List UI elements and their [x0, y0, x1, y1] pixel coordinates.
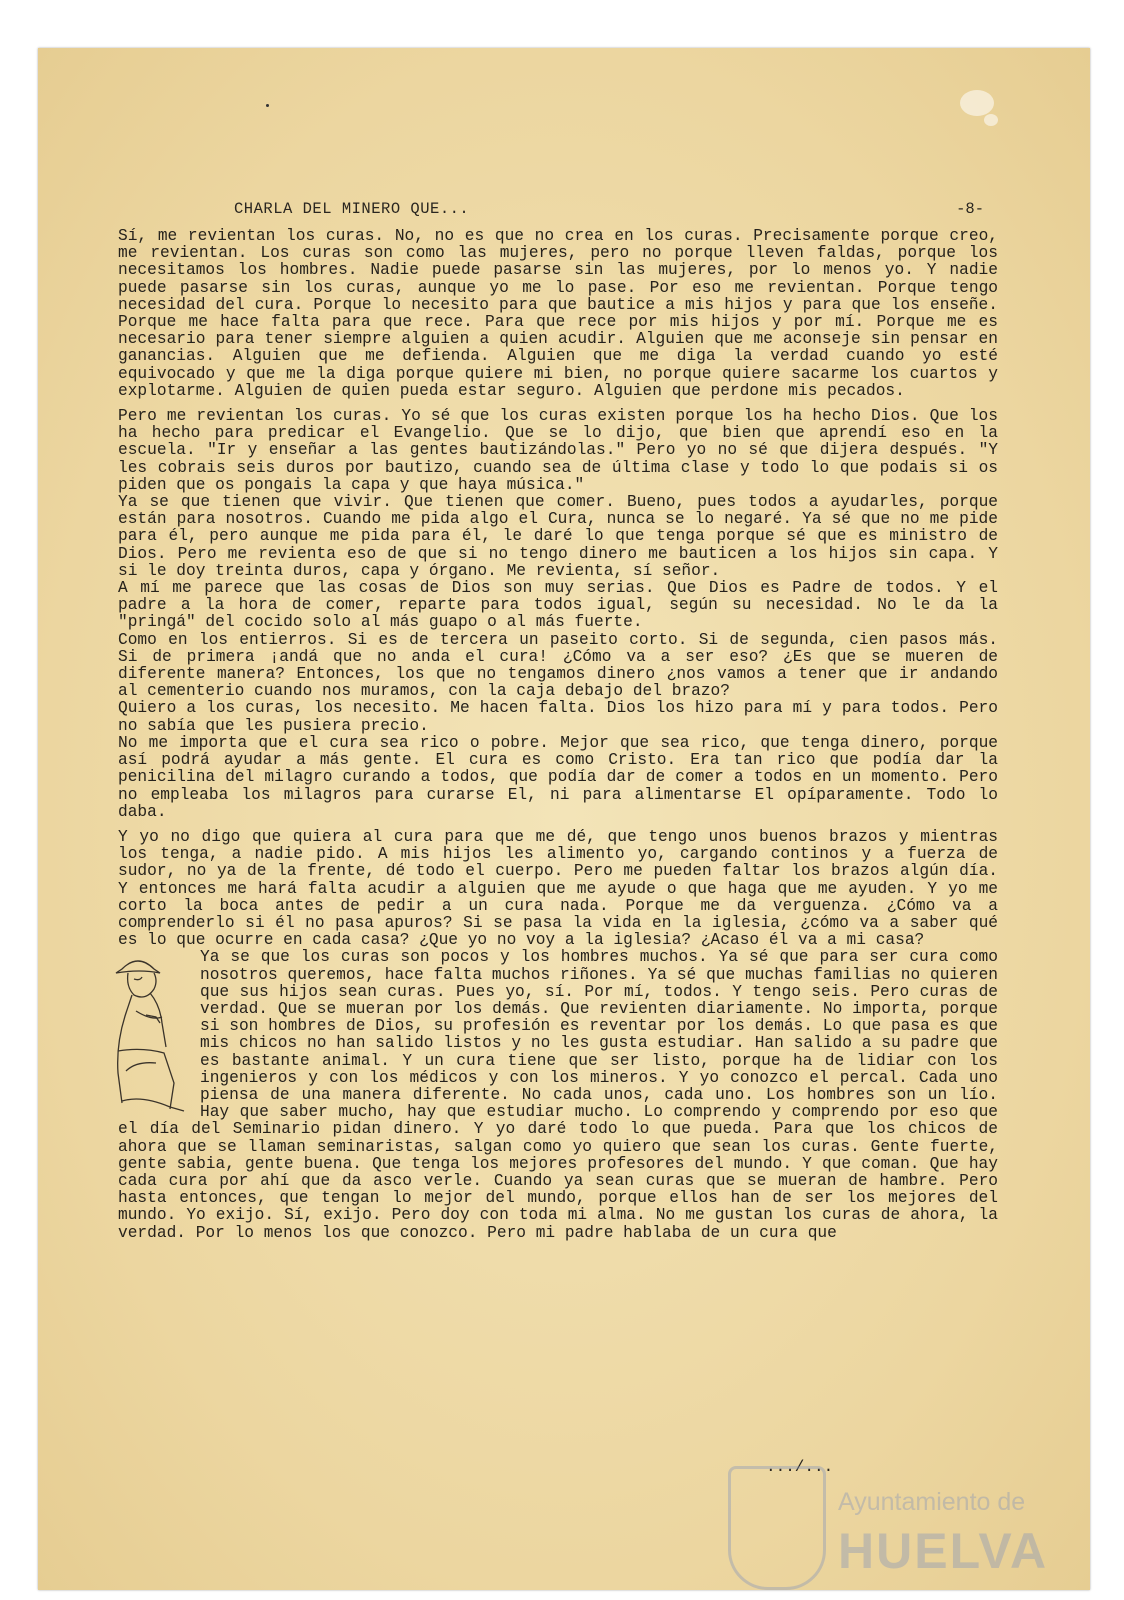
paragraph: Ya se que los curas son pocos y los hombres muchos. Ya sé que para ser cura como nosotros queremos, hace falta muchos riñones. Ya sé que muchas familias no quieren que sus hijos sean curas. Pues yo, sí. Por mí, todos. Y tengo seis. Pero curas de verdad. Que se mueran por los demás. Que revienten diariamente. No importa, porque si son hombres de Dios, su profesión es reventar por los demás. Lo que pasa es que mis chicos no han salido listos y no les gusta estudiar. Han salido a su padre que es bastante animal. Y un cura tiene que ser listo, porque ha de lidiar con los ingenieros y con los médicos y con los mineros. Y yo conozco el percal. Cada uno piensa de una manera diferente. No cada unos, cada uno. Los hombres son un lío. Hay que saber mucho, hay que estudiar mucho. Lo comprendo y comprendo por eso que el día del Seminario pidan dinero. Y yo daré todo lo que pueda. Para que los chicos de ahora que se llaman seminaristas, salgan como yo quiero que sean los curas. Gente fuerte, gente sabia, gente buena. Que tenga los mejores profesores del mundo. Y que coman. Que hay cada cura por ahí que da asco verle. Cuando ya sean curas que se mueran de hambre. Pero hasta entonces, que tengan lo mejor del mundo, porque ellos han de ser los mejores del mundo. Yo exijo. Sí, exijo. Pero doy con toda mi alma. No me gustan los curas de ahora, la verdad. Por lo menos los que conozco. Pero mi padre hablaba de un cura que: [118, 948, 998, 1242]
city-crest-icon: [728, 1466, 826, 1590]
paragraph: No me importa que el cura sea rico o pobre. Mejor que sea rico, que tenga dinero, porque así podrá ayudar a más gente. El cura es como Cristo. Era tan rico que podía dar la penicilina del milagro curando a todos, que podía dar de comer a todos en un momento. Pero no empleaba los milagros para curarse El, ni para alimentarse El opíparamente. Todo lo daba.: [118, 733, 998, 821]
paragraph: Ya se que tienen que vivir. Que tienen que comer. Bueno, pues todos a ayudarles, porque están para nosotros. Cuando me pida algo el Cura, nunca se lo negaré. Ya sé que no me pide para él, pero aunque me pida para él, le daré lo que tenga porque sé que es ministro de Dios. Pero me revienta eso de que si no tengo dinero me bauticen a los hijos sin capa. Y si le doy treinta duros, capa y órgano. Me revienta, sí señor.: [118, 493, 998, 580]
document-sheet: [38, 48, 1090, 1590]
paragraph: Pero me revientan los curas. Yo sé que los curas existen porque los ha hecho Dios. Que los ha hecho para predicar el Evangelio. Que se lo dijo, que bien que aprendí eso en la escuela. "Ir y enseñar a las gentes bautizándolas." Pero yo no sé que dijera después. "Y les cobrais seis duros por bautizo, cuando sea de última clase y todo lo que podais si os piden que os pongais la capa y que haya música.": [118, 407, 998, 494]
page-number: -8-: [956, 200, 984, 218]
paragraph: Y yo no digo que quiera al cura para que me dé, que tengo unos buenos brazos y mientras los tenga, a nadie pido. A mis hijos les alimento yo, cargando continos y a fuerza de sudor, no ya de la frente, dé todo el cuerpo. Pero me pueden faltar los brazos algún día. Y entonces me hará falta acudir a alguien que me ayude o que haga que me ayuden. Y yo me corto la boca antes de pedir a un cura nada. Porque me da verguenza. ¿Cómo va a comprenderlo si él no pasa apuros? Si se pasa la vida en la iglesia, ¿cómo va a saber qué es lo que ocurre en cada casa? ¿Que yo no voy a la iglesia? ¿Acaso él va a mi casa?: [118, 827, 998, 950]
watermark-logo: HUELVA: [838, 1523, 1049, 1579]
paragraph: A mí me parece que las cosas de Dios son muy serias. Que Dios es Padre de todos. Y el padre a la hora de comer, reparte para todos igual, según su necesidad. No le da la "pringá" del cocido solo al más guapo o al más fuerte.: [118, 579, 998, 632]
document-body: [118, 228, 998, 1250]
paragraph-with-sketch: [118, 949, 998, 1241]
paragraph: Quiero a los curas, los necesito. Me hacen falta. Dios los hizo para mí y para todos. Pero no sabía que les pusiera precio.: [118, 699, 998, 735]
paragraph: Como en los entierros. Si es de tercera un paseito corto. Si de segunda, cien pasos más. Si de primera ¡andá que no anda el cura! ¿Cómo va a ser eso? ¿Es que se mueren de diferente manera? Entonces, los que no tengamos dinero ¿nos vamos a tener que ir andando al cementerio cuando nos muramos, con la caja debajo del brazo?: [118, 630, 998, 701]
ink-dot: [266, 104, 269, 107]
watermark-line: Ayuntamiento de: [838, 1488, 1026, 1516]
miner-sketch-icon: [106, 951, 192, 1121]
watermark: [728, 1466, 1068, 1590]
continuation-mark: .../...: [766, 1458, 834, 1476]
document-title: CHARLA DEL MINERO QUE...: [234, 200, 470, 218]
paper-stain: [960, 90, 994, 116]
paragraph: Sí, me revientan los curas. No, no es que no crea en los curas. Precisamente porque creo, me revientan. Los curas son como las mujeres, pero no porque lleven faldas, porque los necesitamos los hombres. Nadie puede pasarse sin las mujeres, por lo menos yo. Y nadie puede pasarse sin los curas, aunque yo me lo pase. Por eso me revientan. Porque tengo necesidad del cura. Porque lo necesito para que bautice a mis hijos y para que los enseñe. Porque me hace falta para que rece. Para que rece por mis hijos y por mí. Porque me es necesario para tener siempre alguien a quien acudir. Alguien que me aconseje sin pensar en ganancias. Alguien que me defienda. Alguien que me diga la verdad cuando yo esté equivocado y que me la diga porque quiere mi bien, no porque quiere sacarme los cuartos y explotarme. Alguien de quien pueda estar seguro. Alguien que perdone mis pecados.: [118, 227, 998, 400]
page-header: [234, 200, 1014, 222]
paper-stain: [984, 114, 998, 126]
